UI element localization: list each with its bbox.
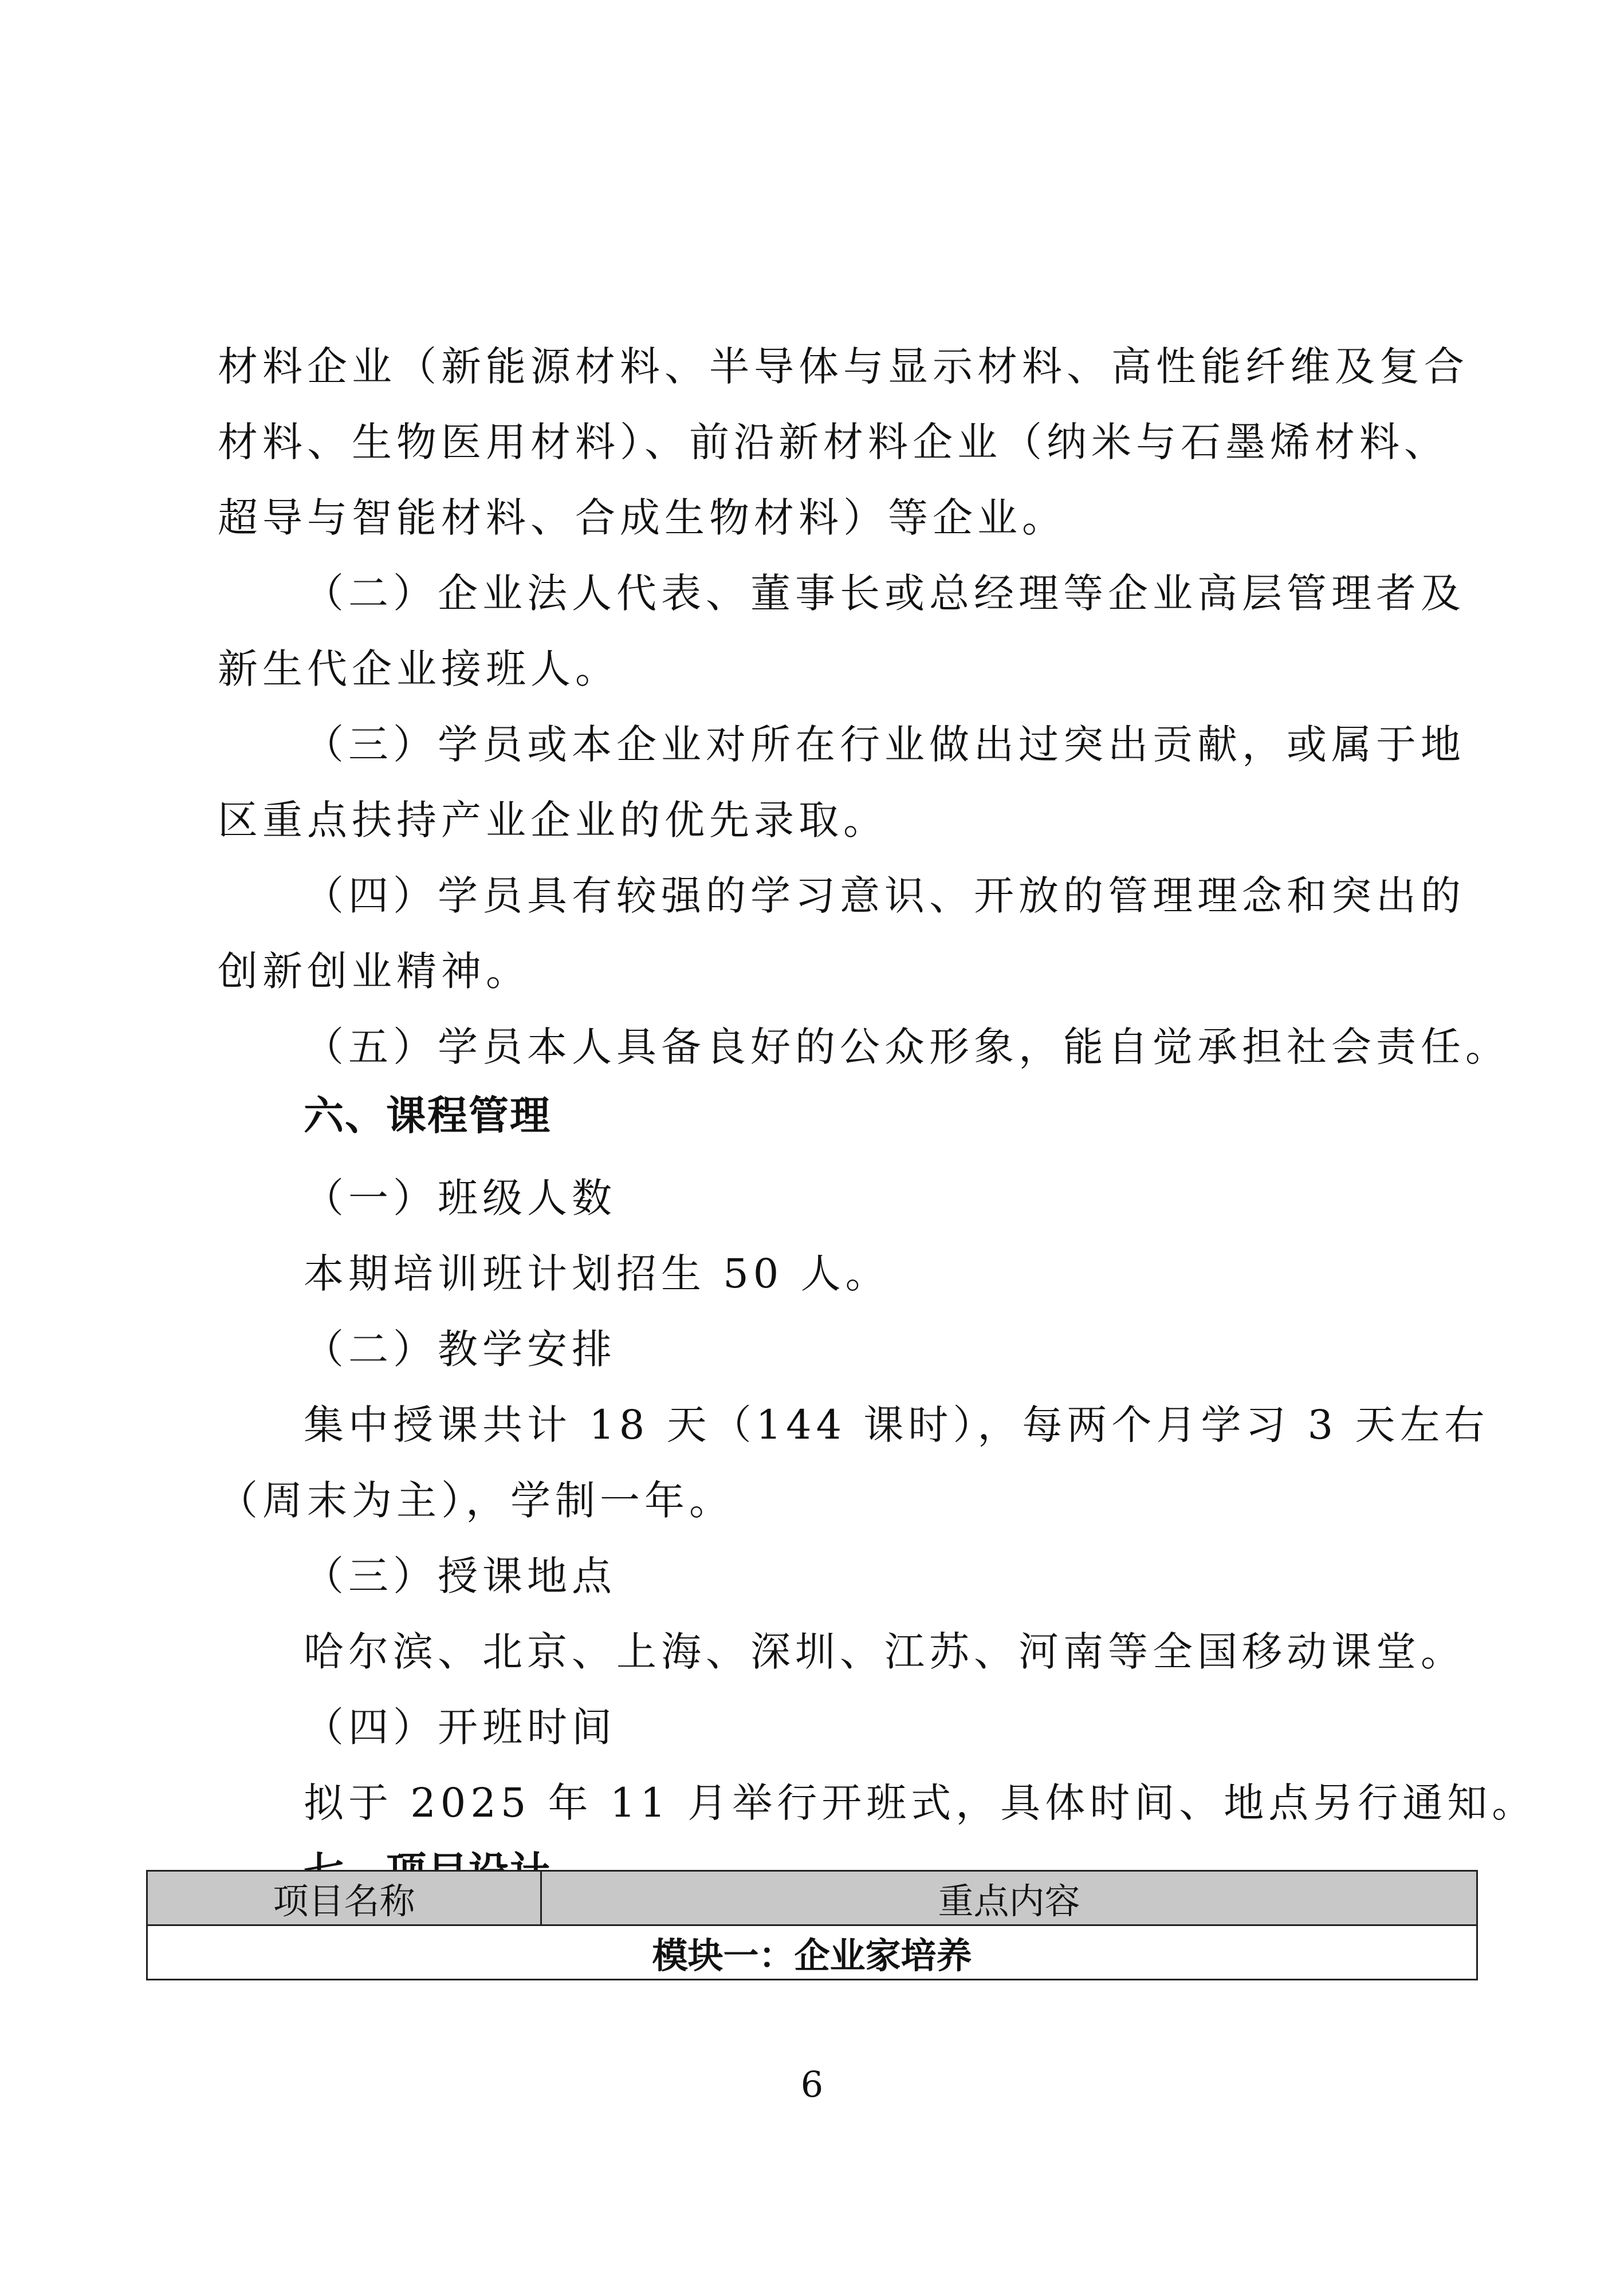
subsection-title-teaching: （二）教学安排 <box>304 1326 616 1373</box>
teaching-text: 集中授课共计 18 天（144 课时），每两个月学习 3 天左右 <box>304 1401 1489 1448</box>
table-row <box>147 1925 1477 1980</box>
module-title-cell: 模块一：企业家培养 <box>147 1925 1477 1980</box>
table-header-project-name: 项目名称 <box>147 1871 541 1925</box>
criteria-item-2: （二）企业法人代表、董事长或总经理等企业高层管理者及 <box>304 570 1465 617</box>
body-line: 创新创业精神。 <box>218 948 530 995</box>
criteria-item-4: （四）学员具有较强的学习意识、开放的管理理念和突出的 <box>304 872 1465 919</box>
criteria-item-5: （五）学员本人具备良好的公众形象，能自觉承担社会责任。 <box>304 1023 1510 1070</box>
section-heading-course-management: 六、课程管理 <box>304 1092 551 1140</box>
subsection-title-class-size: （一）班级人数 <box>304 1175 616 1222</box>
subsection-title-location: （三）授课地点 <box>304 1553 616 1600</box>
body-line: 新生代企业接班人。 <box>218 645 620 692</box>
table-header-row <box>147 1871 1477 1925</box>
page-number: 6 <box>800 2063 824 2105</box>
criteria-item-3: （三）学员或本企业对所在行业做出过突出贡献，或属于地 <box>304 721 1465 768</box>
table-header-key-content: 重点内容 <box>541 1871 1477 1925</box>
body-line: 材料、生物医用材料）、前沿新材料企业（纳米与石墨烯材料、 <box>218 419 1449 466</box>
project-design-table <box>146 1870 1478 1980</box>
subsection-title-opening: （四）开班时间 <box>304 1704 616 1751</box>
location-text: 哈尔滨、北京、上海、深圳、江苏、河南等全国移动课堂。 <box>304 1628 1465 1675</box>
body-line: 超导与智能材料、合成生物材料）等企业。 <box>218 494 1067 541</box>
body-line: 区重点扶持产业企业的优先录取。 <box>218 797 888 844</box>
body-line: 材料企业（新能源材料、半导体与显示材料、高性能纤维及复合 <box>218 343 1469 390</box>
teaching-text: （周末为主），学制一年。 <box>218 1477 734 1524</box>
opening-text: 拟于 2025 年 11 月举行开班式，具体时间、地点另行通知。 <box>304 1779 1537 1826</box>
class-size-text: 本期培训班计划招生 50 人。 <box>304 1250 890 1297</box>
